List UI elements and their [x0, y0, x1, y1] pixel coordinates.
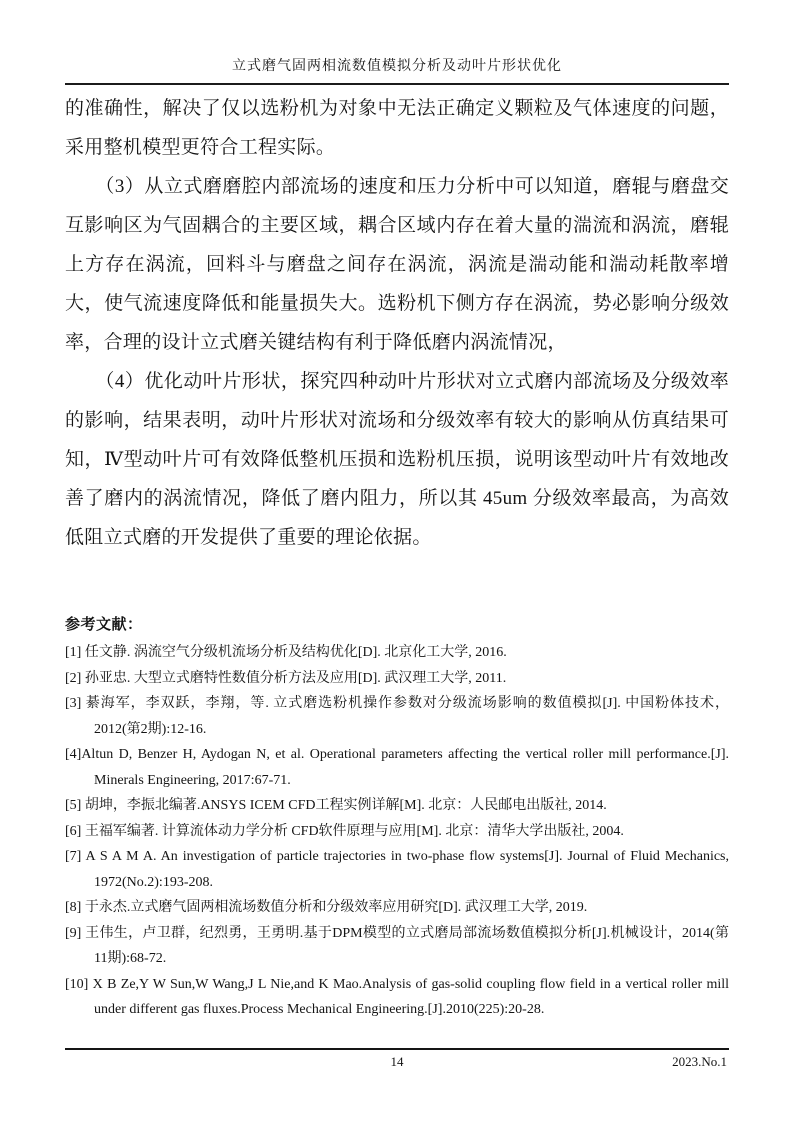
- paragraph-conclusion-4: （4）优化动叶片形状，探究四种动叶片形状对立式磨内部流场及分级效率的影响，结果表明，动叶片形状对流场和分级效率有较大的影响从仿真结果可知，Ⅳ型动叶片可有效降低整机压损和选粉机压损，说明该型动叶片有效地改善了磨内的涡流情况，降低了磨内阻力，所以其 45um 分级效率最高，为高效低阻立式磨的开发提供了重要的理论依据。: [65, 371, 729, 548]
- reference-item: [6] 王福军编著. 计算流体动力学分析 CFD软件原理与应用[M]. 北京：清华大学出版社, 2004.: [65, 823, 624, 839]
- reference-item: [10] X B Ze,Y W Sun,W Wang,J L Nie,and K Mao.Analysis of gas-solid coupling flow field in a vertical roller mill under different gas fluxes.Process Mechanical Engineering.[J].2010(225):20-28.: [65, 976, 729, 1017]
- page-footer: [65, 1048, 729, 1080]
- issue-label: 2023.No.1: [672, 1054, 727, 1069]
- references-list: [65, 640, 729, 1023]
- page-header: [65, 58, 729, 85]
- reference-item: [8] 于永杰.立式磨气固两相流场数值分析和分级效率应用研究[D]. 武汉理工大学, 2019.: [65, 900, 588, 915]
- reference-item: [4]Altun D, Benzer H, Aydogan N, et al. Operational parameters affecting the vertical roller mill performance.[J]. Minerals Engineering, 2017:67-71.: [65, 747, 729, 788]
- reference-item: [9] 王伟生，卢卫群，纪烈勇，王勇明.基于DPM模型的立式磨局部流场数值模拟分析[J].机械设计，2014(第11期):68-72.: [65, 925, 729, 966]
- page-number: 14: [390, 1054, 404, 1069]
- page-body: [65, 89, 729, 1023]
- running-title: 立式磨气固两相流数值模拟分析及动叶片形状优化: [232, 59, 562, 74]
- reference-item: [2] 孙亚忠. 大型立式磨特性数值分析方法及应用[D]. 武汉理工大学, 2011.: [65, 670, 507, 686]
- reference-item: [7] A S A M A. An investigation of particle trajectories in two-phase flow systems[J]. Journal of Fluid Mechanics, 1972(No.2):193-208.: [65, 849, 729, 890]
- reference-item: [3] 綦海军，李双跃，李翔，等. 立式磨选粉机操作参数对分级流场影响的数值模拟[J]. 中国粉体技术，2012(第2期):12-16.: [65, 696, 729, 737]
- paragraph-conclusion-3: （3）从立式磨磨腔内部流场的速度和压力分析中可以知道，磨辊与磨盘交互影响区为气固耦合的主要区域，耦合区域内存在着大量的湍流和涡流，磨辊上方存在涡流，回料斗与磨盘之间存在涡流，涡流是湍动能和湍动耗散率增大，使气流速度降低和能量损失大。选粉机下侧方存在涡流，势必影响分级效率，合理的设计立式磨关键结构有利于降低磨内涡流情况，: [65, 176, 729, 353]
- references-heading: 参考文献：: [65, 617, 143, 633]
- paragraph-continuation: 的准确性，解决了仅以选粉机为对象中无法正确定义颗粒及气体速度的问题，采用整机模型更符合工程实际。: [65, 98, 729, 158]
- reference-item: [1] 任文静. 涡流空气分级机流场分析及结构优化[D]. 北京化工大学, 2016.: [65, 645, 507, 660]
- reference-item: [5] 胡坤，李振北编著.ANSYS ICEM CFD工程实例详解[M]. 北京：人民邮电出版社, 2014.: [65, 798, 607, 813]
